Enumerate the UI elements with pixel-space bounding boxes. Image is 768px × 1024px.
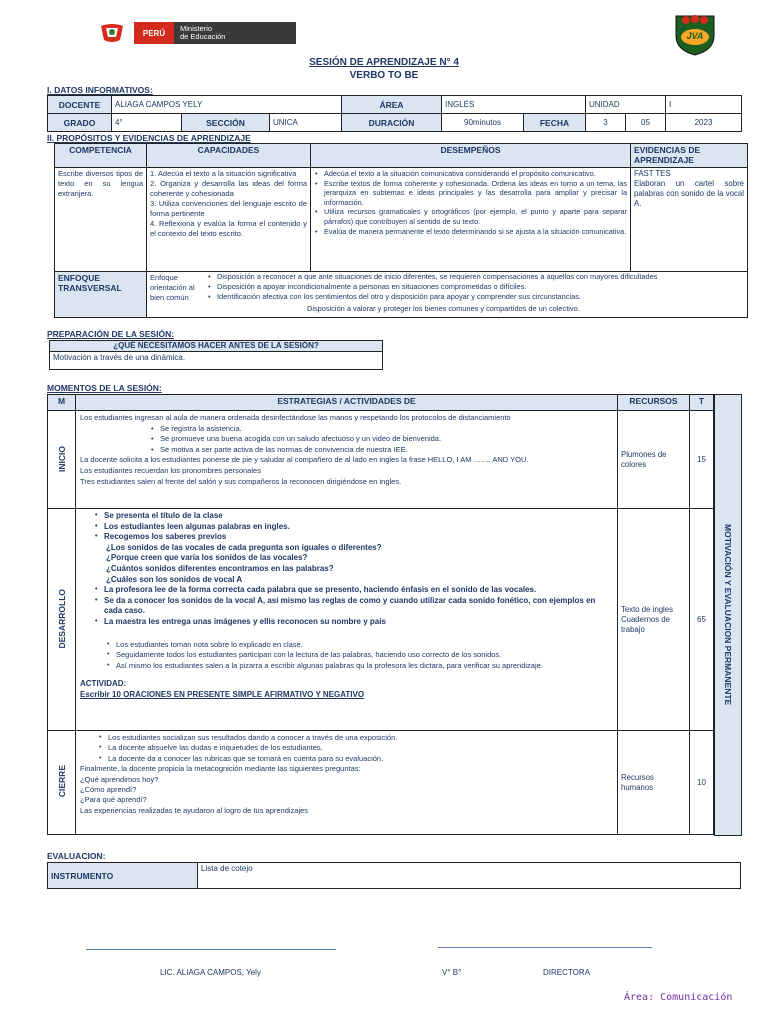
- cierre-recursos: Recursos humanos: [618, 731, 690, 835]
- side-motivacion-label: MOTIVACIÓN Y EVALUACION PERMANENTE: [723, 524, 733, 706]
- docente-value: ALIAGA CAMPOS YELY: [112, 96, 342, 114]
- desarrollo-step: • Se da a conocer los sonidos de la vocal A, así mismo las reglas de como y cuando utilizar cada sonido fonético, con ejemplos en cada caso.: [94, 596, 613, 617]
- enfoque-item: • Disposición a reconocer a que ante situaciones de inicio diferentes, se requieren compensaciones a aquellos con mayores dificultades: [207, 272, 747, 282]
- desarrollo-step: • Los estudiantes leen algunas palabras en ingles.: [94, 522, 613, 533]
- area-label: ÁREA: [342, 96, 442, 114]
- col-competencia: COMPETENCIA: [55, 144, 147, 168]
- capacidad-item: 3. Utiliza convenciones del lenguaje escrito de forma pertinente: [150, 199, 307, 218]
- fecha-month: 05: [626, 114, 666, 132]
- desarrollo-step: • Se presenta el título de la clase: [94, 511, 613, 522]
- desempeno-item: • Adecúa el texto a la situación comunicativa considerando el propósito comunicativo.: [314, 169, 627, 179]
- evidencia-title: FAST TES: [634, 169, 671, 178]
- footer-area: Área: Comunicación: [624, 992, 733, 1003]
- col-capacidades: CAPACIDADES: [147, 144, 311, 168]
- minedu-logo: [98, 22, 296, 44]
- fecha-label: FECHA: [524, 114, 586, 132]
- datos-table: [47, 95, 742, 132]
- cierre-question: ¿Qué aprendimos hoy?: [80, 774, 159, 784]
- desarrollo-label: DESARROLLO: [56, 588, 67, 649]
- unidad-label: UNIDAD: [586, 96, 666, 114]
- duracion-label: DURACIÓN: [342, 114, 442, 132]
- inicio-p1: La docente solicita a los estudiantes ponerse de pie y saludar al compañero de al lado en ingles la frase HELLO, I AM ……. AND YOU.: [80, 455, 529, 465]
- desempeno-item: • Escribe textos de forma coherente y cohesionada. Ordena las ideas en torno a un tema, las jerarquiza en subtemas e ideas principales y las desarrolla para ampliar y precisar la información.: [314, 179, 627, 208]
- desarrollo-substep: • Los estudiantes toman nota sobre lo explicado en clase.: [106, 640, 613, 651]
- col-t: T: [690, 395, 714, 411]
- session-title: SESIÓN DE APRENDIZAJE N° 4: [309, 57, 459, 68]
- inicio-t: 15: [690, 411, 714, 509]
- enfoque-extra: Disposición a valorar y proteger los bienes comunes y compartidos de un colectivo.: [307, 304, 580, 313]
- school-logo: [672, 10, 718, 56]
- side-motivacion-column: [714, 394, 742, 836]
- cierre-question: ¿Para qué aprendí?: [80, 795, 147, 805]
- cierre-p1: Finalmente, la docente propicia la metacognición mediante las siguientes preguntas:: [80, 764, 361, 774]
- inicio-p2: Los estudiantes recuerdan los pronombres personales: [80, 465, 261, 475]
- inicio-bullet: • Se registra la asistencia.: [150, 424, 613, 435]
- docente-label: DOCENTE: [48, 96, 112, 114]
- competencia-text: Escribe diversos tipos de texto en su lengua extranjera.: [55, 168, 147, 272]
- preparacion-question: ¿QUÉ NECESITAMOS HACER ANTES DE LA SESIÓN?: [50, 341, 383, 352]
- session-subtitle: VERBO TO BE: [349, 70, 419, 81]
- preparacion-title: PREPARACIÓN DE LA SESIÓN:: [47, 329, 175, 339]
- fecha-day: 3: [586, 114, 626, 132]
- capacidad-item: 4. Reflexiona y evalúa la forma el contenido y el contexto del texto escrito.: [150, 219, 307, 238]
- seccion-label: SECCIÓN: [182, 114, 270, 132]
- cierre-label: CIERRE: [56, 765, 67, 798]
- col-recursos: RECURSOS: [618, 395, 690, 411]
- col-evidencias: EVIDENCIAS DE APRENDIZAJE: [631, 144, 748, 168]
- preparacion-answer: Motivación a través de una dinámica.: [50, 352, 383, 370]
- evaluacion-title: EVALUACION:: [47, 851, 106, 861]
- capacidad-item: 2. Organiza y desarrolla las ideas del forma coherente y cohesionada: [150, 179, 307, 198]
- grado-value: 4°: [112, 114, 182, 132]
- cierre-t: 10: [690, 731, 714, 835]
- enfoque-item: • Disposición a apoyar incondicionalmente a personas en situaciones comprometidas o difíciles.: [207, 282, 747, 292]
- desarrollo-substep: • Seguidamente todos los estudiantes participan con la lectura de las palabras, haciendo uso correcto de los sonidos.: [106, 650, 613, 661]
- propositos-table: [54, 143, 748, 318]
- desarrollo-t: 65: [690, 509, 714, 731]
- firma-docente: LIC. ALIAGA CAMPOS, Yely: [160, 968, 261, 977]
- inicio-intro: Los estudiantes ingresan al aula de manera ordenada desinfectándose las manos y respetando los protocolos de distanciamiento: [80, 413, 511, 422]
- enfoque-name: Enfoque orientación al bien común: [150, 273, 195, 302]
- firma-vb: V° B°: [442, 968, 462, 977]
- desarrollo-step: • Recogemos los saberes previos: [94, 532, 613, 543]
- school-logo-text: JVA: [686, 31, 704, 41]
- cierre-bullet: • La docente da a conocer las rubricas que se tomará en cuenta para su evaluación.: [98, 754, 613, 764]
- instrumento-value: Lista de cotejo: [198, 863, 741, 889]
- preparacion-table: [49, 340, 383, 370]
- evaluacion-table: [47, 862, 741, 889]
- capacidad-item: 1. Adecúa el texto a la situación significativa: [150, 169, 297, 178]
- duracion-value: 90minutos: [442, 114, 524, 132]
- seccion-value: UNICA: [270, 114, 342, 132]
- propositos-title: II. PROPÓSITOS Y EVIDENCIAS DE APRENDIZAJE: [47, 133, 251, 143]
- evidencia-text: Elaboran un cartel sobre palabras con sonido de la vocal A.: [634, 179, 744, 208]
- enfoque-label: ENFOQUE TRANSVERSAL: [55, 272, 147, 318]
- momentos-title: MOMENTOS DE LA SESIÓN:: [47, 383, 162, 393]
- desarrollo-step: • La profesora lee de la forma correcta cada palabra que se presento, haciendo énfasis en el sonido de las vocales.: [94, 585, 613, 596]
- datos-title: I. DATOS INFORMATIVOS:: [47, 85, 153, 95]
- desarrollo-step: • La maestra les entrega unas imágenes y ellis reconocen su nombre y pais: [94, 617, 613, 628]
- desempeno-item: • Evalúa de manera permanente el texto determinando si se ajusta a la situación comunicativa.: [314, 227, 627, 237]
- enfoque-item: • Identificación afectiva con los sentimientos del otro y disposición para apoyar y comprender sus circunstancias.: [207, 292, 747, 302]
- col-m: M: [48, 395, 76, 411]
- col-estrategias: ESTRATEGIAS / ACTIVIDADES DE: [76, 395, 618, 411]
- cierre-bullet: • Los estudiantes socializan sus resultados dando a conocer a través de una exposición.: [98, 733, 613, 743]
- fecha-year: 2023: [666, 114, 742, 132]
- cierre-bullet: • La docente absuelve las dudas e inquietudes de los estudiantes.: [98, 743, 613, 753]
- inicio-recursos: Plumones de colores: [618, 411, 690, 509]
- actividad-text: Escribir 10 ORACIONES EN PRESENTE SIMPLE AFIRMATIVO Y NEGATIVO: [80, 689, 365, 699]
- inicio-bullet: • Se promueve una buena acogida con un saludo afectuoso y un video de bienvenida.: [150, 434, 613, 445]
- ministry-line1: Ministerio: [180, 24, 213, 33]
- inicio-p3: Tres estudiantes salen al frente del salón y sus compañeros la reconocen dirigiéndose en ingles.: [80, 476, 402, 486]
- unidad-value: I: [666, 96, 742, 114]
- signature-line-directora: [438, 947, 652, 948]
- momentos-table: [47, 394, 714, 835]
- signature-line-docente: [86, 949, 336, 950]
- desempeno-item: • Utiliza recursos gramaticales y ortográficos (por ejemplo, el punto y aparte para separar párrafos) que contribuyen al sentido de su texto.: [314, 207, 627, 226]
- peru-coat-of-arms-icon: [98, 22, 126, 44]
- desarrollo-substep: • Así mismo los estudiantes salen a la pizarra a escribir algunas palabras qu la profesora les dictara, para verificar su aprendizaje.: [106, 661, 613, 672]
- desarrollo-question: ¿Cuáles son los sonidos de vocal A: [106, 574, 243, 584]
- ministry-line2: de Educación: [180, 32, 226, 41]
- cierre-p2: Las experiencias realizadas te ayudaron al logro de tus aprendizajes: [80, 805, 309, 815]
- inicio-bullet: • Se motiva a ser parte activa de las normas de convivencia de nuestra IEE.: [150, 445, 613, 456]
- desarrollo-question: ¿Cuántos sonidos diferentes encontramos en las palabras?: [106, 563, 334, 573]
- inicio-label: INICIO: [56, 445, 67, 472]
- desarrollo-question: ¿Los sonidos de las vocales de cada pregunta son iguales o diferentes?: [106, 542, 382, 552]
- instrumento-label: INSTRUMENTO: [48, 863, 198, 889]
- actividad-label: ACTIVIDAD:: [80, 679, 127, 689]
- cierre-question: ¿Cómo aprendí?: [80, 785, 137, 795]
- grado-label: GRADO: [48, 114, 112, 132]
- area-value: INGLÉS: [442, 96, 586, 114]
- desarrollo-question: ¿Porque creen que varía los sonidos de las vocales?: [106, 553, 308, 563]
- peru-label: PERÚ: [134, 22, 174, 44]
- desarrollo-recursos: Texto de ingles Cuadernos de trabajo: [618, 509, 690, 731]
- firma-directora: DIRECTORA: [543, 968, 590, 977]
- col-desempenos: DESEMPEÑOS: [311, 144, 631, 168]
